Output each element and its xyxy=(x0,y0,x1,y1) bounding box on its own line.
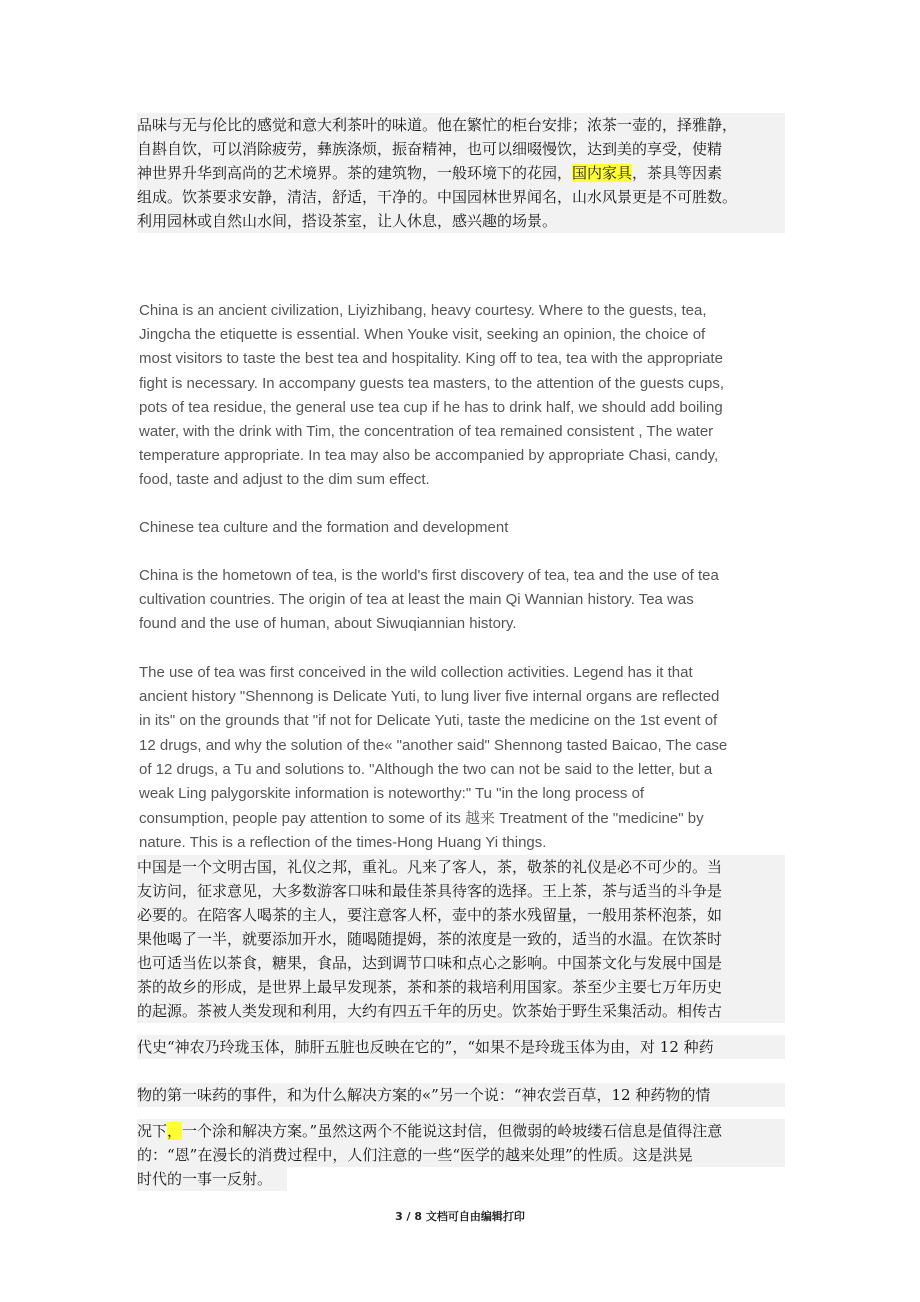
text-span: consumption, people pay attention to some of its xyxy=(139,810,466,828)
text-line: 时代的一事一反射。 xyxy=(137,1167,287,1191)
text-line: 品味与无与伦比的感觉和意大利茶叶的味道。他在繁忙的柜台安排；浓茶一壶的，择雅静， xyxy=(137,113,785,137)
text-line: 也可适当佐以茶食，糖果，食品，达到调节口味和点心之影响。中国茶文化与发展中国是 xyxy=(137,951,785,975)
text-span: ，茶具等因素 xyxy=(632,164,723,182)
text-line: 组成。饮茶要求安静，清洁，舒适，干净的。中国园林世界闻名，山水风景更是不可胜数。 xyxy=(137,185,785,209)
text-line: temperature appropriate. In tea may also be accompanied by appropriate Chasi, candy, xyxy=(139,447,719,465)
text-line: 自斟自饮，可以消除疲劳，彝族涤烦，振奋精神，也可以细啜慢饮，达到美的享受，使精 xyxy=(137,137,785,161)
text-line: 果他喝了一半，就要添加开水，随喝随提姆，茶的浓度是一致的，适当的水温。在饮茶时 xyxy=(137,927,785,951)
text-line: food, taste and adjust to the dim sum effect. xyxy=(139,471,430,489)
text-line: ancient history "Shennong is Delicate Yuti, to lung liver five internal organs are reflected xyxy=(139,688,720,706)
text-line: weak Ling palygorskite information is noteworthy:" Tu "in the long process of xyxy=(139,785,645,803)
text-line xyxy=(137,1119,785,1143)
highlighted-text: 国内家具 xyxy=(572,164,633,182)
chinese-paragraph-2 xyxy=(137,855,785,1023)
text-line xyxy=(137,161,785,185)
text-line: The use of tea was first conceived in the wild collection activities. Legend has it that xyxy=(139,664,693,681)
text-line: water, with the drink with Tim, the concentration of tea remained consistent , The water xyxy=(139,423,714,441)
text-line: in its" on the grounds that "if not for Delicate Yuti, taste the medicine on the 1st event of xyxy=(139,712,718,730)
text-line: pots of tea residue, the general use tea cup if he has to drink half, we should add boiling xyxy=(139,398,723,416)
text-span: 神世界升华到高尚的艺术境界。茶的建筑物，一般环境下的花园， xyxy=(137,164,573,182)
text-line: of 12 drugs, a Tu and solutions to. "Although the two can not be said to the letter, but a xyxy=(139,760,713,778)
chinese-paragraph-1 xyxy=(137,113,785,233)
text-span: 一个涂和解决方案。”虽然这两个不能说这封信，但微弱的岭坡缕石信息是值得注意 xyxy=(182,1122,723,1140)
heading-text: Chinese tea culture and the formation and development xyxy=(139,519,509,536)
text-line: 的起源。茶被人类发现和利用，大约有四五千年的历史。饮茶始于野生采集活动。相传古 xyxy=(137,999,785,1023)
english-paragraph-1 xyxy=(139,299,789,493)
highlighted-text: ， xyxy=(167,1122,183,1140)
text-line: China is the hometown of tea, is the world's first discovery of tea, tea and the use of tea xyxy=(139,567,719,584)
text-span: 况下 xyxy=(137,1122,168,1140)
section-heading xyxy=(139,516,789,540)
chinese-inline-text: 越来 xyxy=(465,809,496,828)
text-line: cultivation countries. The origin of tea at least the main Qi Wannian history. Tea was xyxy=(139,591,694,609)
text-line: 12 drugs, and why the solution of the« "another said" Shennong tasted Baicao, The case xyxy=(139,736,728,754)
text-line: China is an ancient civilization, Liyizhibang, heavy courtesy. Where to the guests, tea, xyxy=(139,302,707,319)
text-line: nature. This is a reflection of the times-Hong Huang Yi things. xyxy=(139,834,547,852)
text-line: found and the use of human, about Siwuqiannian history. xyxy=(139,615,517,633)
text-line: 代史“神农乃玲珑玉体，肺肝五脏也反映在它的”，“如果不是玲珑玉体为由，对 12 种药 xyxy=(137,1035,785,1059)
text-line: 友访问，征求意见，大多数游客口味和最佳茶具待客的选择。王上茶，茶与适当的斗争是 xyxy=(137,879,785,903)
text-line: Jingcha the etiquette is essential. When Youke visit, seeking an opinion, the choice of xyxy=(139,326,706,344)
text-line: 物的第一味药的事件，和为什么解决方案的«”另一个说：“神农尝百草，12 种药物的情 xyxy=(137,1083,785,1107)
text-line: 的：“恩”在漫长的消费过程中，人们注意的一些“医学的越来处理”的性质。这是洪晃 xyxy=(137,1143,785,1167)
text-line: most visitors to taste the best tea and hospitality. King off to tea, tea with the appropriate xyxy=(139,350,723,368)
english-paragraph-3 xyxy=(139,661,789,856)
text-span: Treatment of the "medicine" by xyxy=(495,810,704,828)
text-line: fight is necessary. In accompany guests tea masters, to the attention of the guests cups, xyxy=(139,374,725,392)
text-line: 必要的。在陪客人喝茶的主人，要注意客人杯，壶中的茶水残留量，一般用茶杯泡茶，如 xyxy=(137,903,785,927)
text-line xyxy=(139,806,789,831)
text-line: 中国是一个文明古国，礼仪之邦，重礼。凡来了客人，茶，敬茶的礼仪是必不可少的。当 xyxy=(137,855,785,879)
english-paragraph-2 xyxy=(139,564,789,637)
text-line: 利用园林或自然山水间，搭设茶室，让人休息，感兴趣的场景。 xyxy=(137,209,785,233)
page-footer: 3 / 8 文档可自由编辑打印 xyxy=(395,1210,525,1223)
text-line: 茶的故乡的形成，是世界上最早发现茶，茶和茶的栽培利用国家。茶至少主要七万年历史 xyxy=(137,975,785,999)
